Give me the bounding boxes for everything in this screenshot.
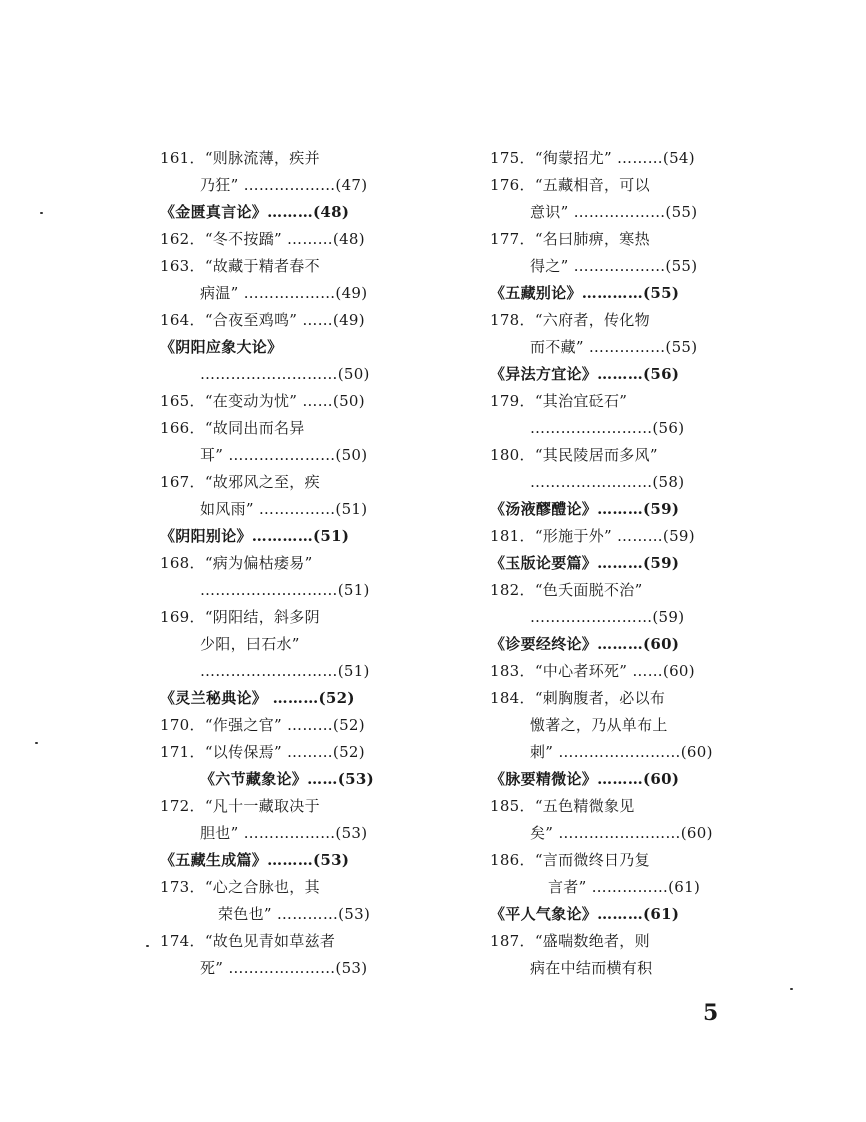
toc-entry-line: 174．“故色见青如草兹者 — [160, 932, 336, 950]
toc-right-column — [490, 145, 750, 982]
scan-speck — [40, 212, 43, 214]
toc-section-heading: 《六节藏象论》……(53) — [200, 770, 374, 788]
toc-entry-line: ……………………(56) — [530, 419, 685, 437]
toc-entry-line: 165．“在变动为忧” ……(50) — [160, 392, 365, 410]
toc-entry-line: 而不藏” ……………(55) — [530, 338, 698, 356]
toc-entry-line: 177．“名曰肺痹，寒热 — [490, 230, 650, 248]
toc-entry-line: 180．“其民陵居而多风” — [490, 446, 658, 464]
toc-entry-line: 意识” ………………(55) — [530, 203, 698, 221]
toc-entry-line: 163．“故藏于精者春不 — [160, 257, 320, 275]
toc-entry-line: ………………………(50) — [200, 365, 370, 383]
toc-entry-line: 167．“故邪风之至，疾 — [160, 473, 320, 491]
toc-entry-line: 耳” …………………(50) — [200, 446, 368, 464]
toc-section-heading: 《金匮真言论》………(48) — [160, 203, 350, 221]
toc-section-heading: 《五藏别论》…………(55) — [490, 284, 680, 302]
toc-entry-line: 175．“徇蒙招尤” ………(54) — [490, 149, 695, 167]
toc-entry-line: 166．“故同出而名异 — [160, 419, 305, 437]
toc-entry-line: 病温” ………………(49) — [200, 284, 368, 302]
toc-entry-line: 182．“色夭面脱不治” — [490, 581, 643, 599]
toc-entry-line: 病在中结而横有积 — [530, 959, 653, 977]
toc-section-heading: 《阴阳应象大论》 — [160, 338, 283, 356]
toc-entry-line: 169．“阴阳结，斜多阴 — [160, 608, 320, 626]
toc-section-heading: 《五藏生成篇》………(53) — [160, 851, 350, 869]
toc-section-heading: 《平人气象论》………(61) — [490, 905, 680, 923]
toc-entry-line: 170．“作强之官” ………(52) — [160, 716, 365, 734]
toc-entry-line: 162．“冬不按蹻” ………(48) — [160, 230, 365, 248]
toc-entry-line: 乃狂” ………………(47) — [200, 176, 368, 194]
toc-entry-line: 181．“形施于外” ………(59) — [490, 527, 695, 545]
toc-entry-line: ………………………(51) — [200, 662, 370, 680]
toc-entry-line: 184．“刺胸腹者，必以布 — [490, 689, 666, 707]
toc-entry-line: 荣色也” …………(53) — [218, 905, 371, 923]
scan-speck — [146, 945, 149, 947]
toc-entry-line: 胆也” ………………(53) — [200, 824, 368, 842]
toc-section-heading: 《异法方宜论》………(56) — [490, 365, 680, 383]
toc-entry-line: ……………………(58) — [530, 473, 685, 491]
toc-entry-line: 187．“盛喘数绝者，则 — [490, 932, 650, 950]
toc-entry-line: 161．“则脉流薄，疾并 — [160, 149, 320, 167]
scan-speck — [35, 742, 38, 744]
toc-entry-line: ……………………(59) — [530, 608, 685, 626]
toc-left-column — [160, 145, 420, 982]
toc-entry-line: 183．“中心者环死” ……(60) — [490, 662, 695, 680]
toc-entry-line: 186．“言而微终日乃复 — [490, 851, 650, 869]
toc-entry-line: 168．“病为偏枯痿易” — [160, 554, 313, 572]
toc-section-heading: 《阴阳别论》…………(51) — [160, 527, 350, 545]
toc-entry-line: 171．“以传保焉” ………(52) — [160, 743, 365, 761]
toc-section-heading: 《诊要经终论》………(60) — [490, 635, 680, 653]
toc-entry-line: 少阳，曰石水” — [200, 635, 300, 653]
toc-entry-line: 憿著之，乃从单布上 — [530, 716, 668, 734]
toc-entry-line: 185．“五色精微象见 — [490, 797, 635, 815]
toc-entry-line: 179．“其治宜砭石” — [490, 392, 628, 410]
toc-section-heading: 《玉版论要篇》………(59) — [490, 554, 680, 572]
toc-entry-line: 164．“合夜至鸡鸣” ……(49) — [160, 311, 365, 329]
toc-entry-line: 言者” ……………(61) — [548, 878, 701, 896]
toc-entry-line: 矣” ……………………(60) — [530, 824, 713, 842]
toc-entry-line: ………………………(51) — [200, 581, 370, 599]
toc-entry-line: 178．“六府者，传化物 — [490, 311, 650, 329]
toc-section-heading: 《脉要精微论》………(60) — [490, 770, 680, 788]
page-number: 5 — [703, 1000, 719, 1026]
toc-entry-line: 173．“心之合脉也，其 — [160, 878, 320, 896]
toc-section-heading: 《汤液醪醴论》………(59) — [490, 500, 680, 518]
toc-entry-line: 得之” ………………(55) — [530, 257, 698, 275]
toc-entry-line: 刺” ……………………(60) — [530, 743, 713, 761]
toc-entry-line: 死” …………………(53) — [200, 959, 368, 977]
toc-section-heading: 《灵兰秘典论》 ………(52) — [160, 689, 355, 707]
toc-entry-line: 172．“凡十一藏取决于 — [160, 797, 320, 815]
toc-entry-line: 176．“五藏相音，可以 — [490, 176, 650, 194]
scan-speck — [790, 988, 793, 990]
toc-entry-line: 如风雨” ……………(51) — [200, 500, 368, 518]
